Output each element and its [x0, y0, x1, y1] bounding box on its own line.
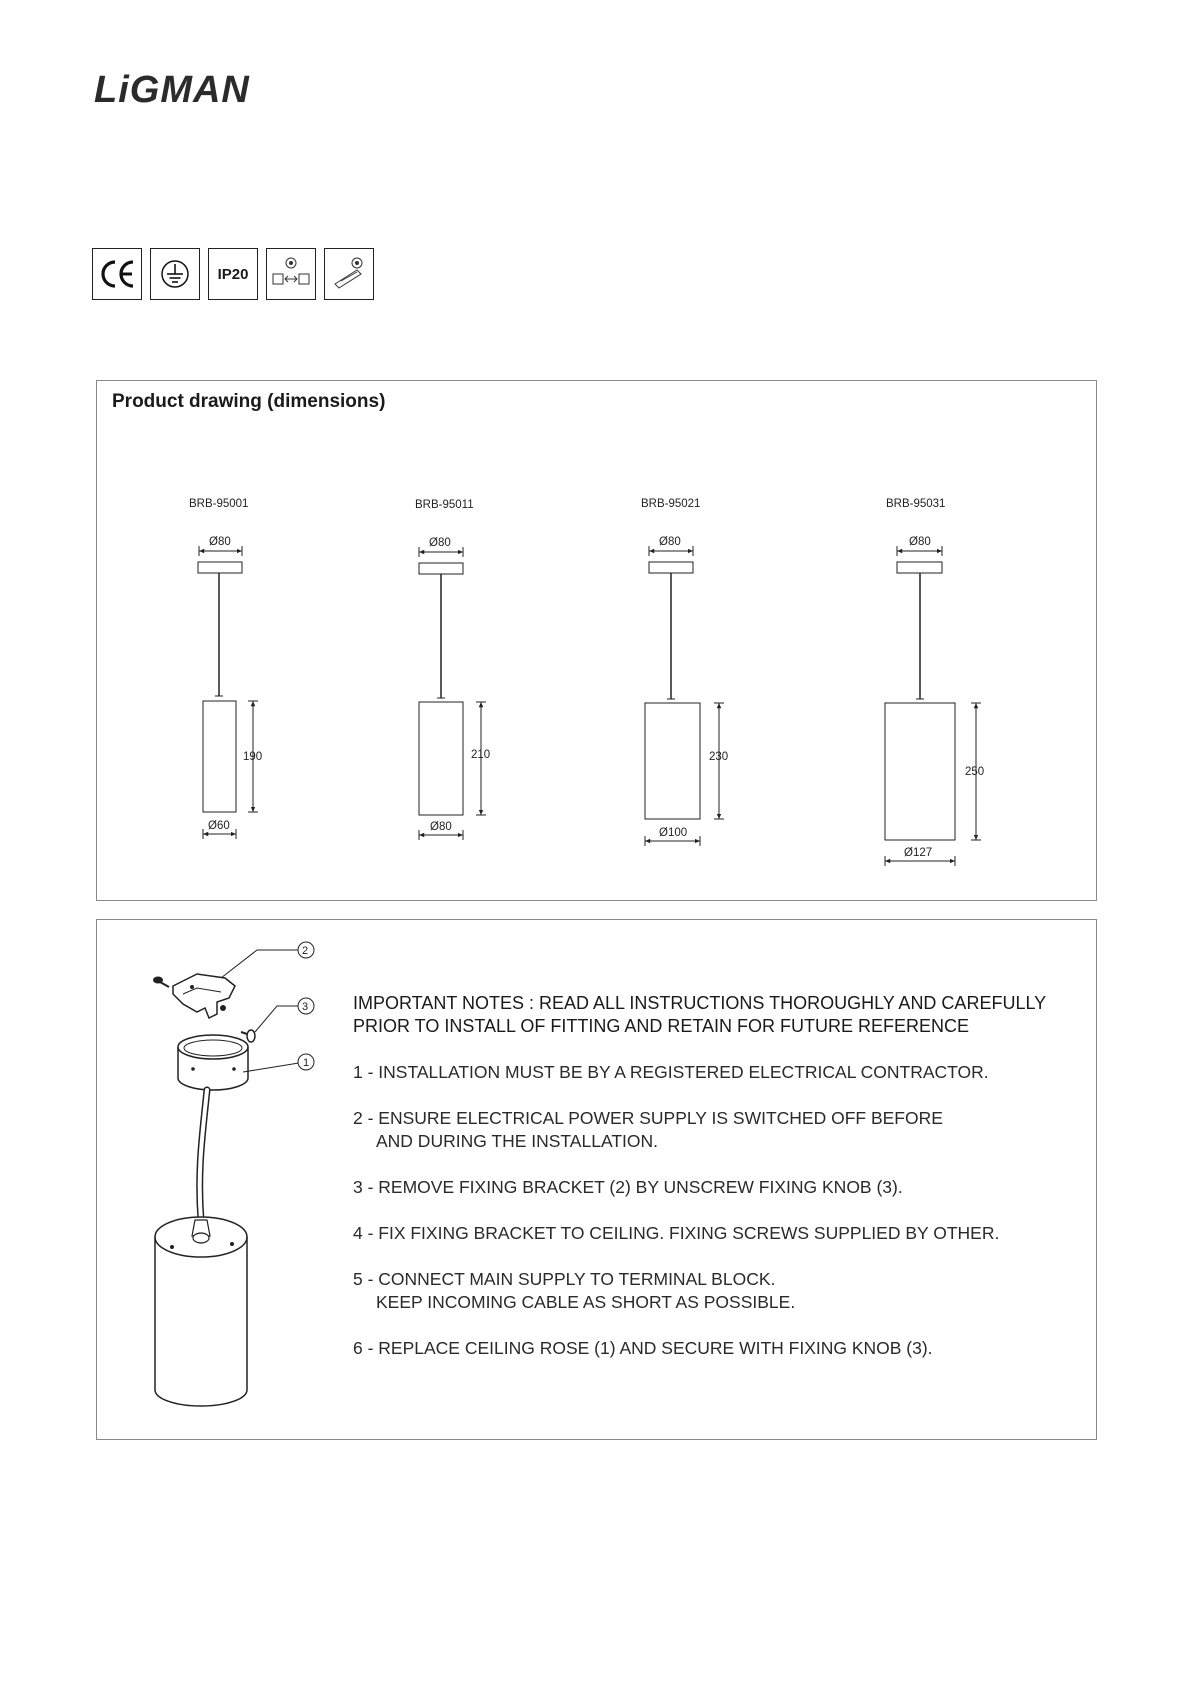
- installation-notes-text: [353, 992, 1073, 1383]
- height-dimension: 190: [243, 751, 263, 763]
- ceiling-canopy: [897, 562, 942, 573]
- callout-3: 3: [302, 1001, 309, 1013]
- note-line-continued: AND DURING THE INSTALLATION.: [376, 1131, 658, 1151]
- luminaire-body: [203, 701, 236, 812]
- heading-line-2: PRIOR TO INSTALL OF FITTING AND RETAIN FOR FUTURE REFERENCE: [353, 1016, 970, 1036]
- body-diameter-dimension: Ø80: [430, 821, 452, 833]
- ceiling-canopy: [419, 563, 463, 574]
- note-item-2: [353, 1107, 1073, 1153]
- ip-rating-badge: [208, 248, 258, 300]
- heading-line-1: IMPORTANT NOTES : READ ALL INSTRUCTIONS THOROUGHLY AND CAREFULLY: [353, 993, 1047, 1013]
- callout-1: 1: [303, 1057, 310, 1069]
- ce-mark-icon: [92, 248, 142, 300]
- model-code: BRB-95001: [189, 498, 249, 510]
- logo-text: LiGMAN: [94, 69, 250, 108]
- ceiling-rose-drawing: [178, 1035, 248, 1090]
- note-item-4: [353, 1222, 1073, 1245]
- body-diameter-dimension: Ø100: [659, 827, 688, 839]
- exploded-assembly-illustration: [97, 920, 337, 1441]
- body-diameter-dimension: Ø127: [904, 847, 933, 859]
- product-drawing-title: Product drawing (dimensions): [112, 391, 386, 412]
- certification-icons: [92, 248, 374, 302]
- important-notes-heading: [353, 992, 1073, 1038]
- screw-icon: [153, 977, 169, 988]
- driver-included-icon: [324, 248, 374, 300]
- luminaire-body: [645, 703, 700, 819]
- luminaire-body: [419, 702, 463, 815]
- note-item-1: [353, 1061, 1073, 1084]
- fixing-bracket-drawing: [173, 974, 235, 1018]
- note-line: 6 - REPLACE CEILING ROSE (1) AND SECURE WITH FIXING KNOB (3).: [353, 1338, 933, 1358]
- canopy-dimension: Ø80: [659, 536, 681, 548]
- note-item-3: [353, 1176, 1073, 1199]
- model-brb-95011: [415, 499, 490, 840]
- height-dimension: 250: [965, 766, 985, 778]
- product-drawing-panel: [96, 380, 1097, 901]
- model-code: BRB-95031: [886, 498, 946, 510]
- earth-ground-icon: [150, 248, 200, 300]
- ceiling-canopy: [198, 562, 242, 573]
- canopy-dimension: Ø80: [209, 536, 231, 548]
- installation-notes-panel: [96, 919, 1097, 1440]
- note-line: 3 - REMOVE FIXING BRACKET (2) BY UNSCREW FIXING KNOB (3).: [353, 1177, 903, 1197]
- note-line: 5 - CONNECT MAIN SUPPLY TO TERMINAL BLOCK.: [353, 1269, 776, 1289]
- ligman-logo: [92, 68, 312, 108]
- note-item-5: [353, 1268, 1073, 1314]
- model-brb-95031: [885, 498, 984, 866]
- model-brb-95001: [189, 498, 262, 839]
- callout-2: 2: [302, 945, 309, 957]
- luminaire-drawing: [155, 1217, 247, 1406]
- ceiling-canopy: [649, 562, 693, 573]
- model-code: BRB-95011: [415, 499, 474, 511]
- luminaire-body: [885, 703, 955, 840]
- height-dimension: 210: [471, 749, 491, 761]
- note-line: 4 - FIX FIXING BRACKET TO CEILING. FIXING SCREWS SUPPLIED BY OTHER.: [353, 1223, 1000, 1243]
- note-line-continued: KEEP INCOMING CABLE AS SHORT AS POSSIBLE.: [376, 1292, 796, 1312]
- note-line: 2 - ENSURE ELECTRICAL POWER SUPPLY IS SWITCHED OFF BEFORE: [353, 1108, 943, 1128]
- note-line: 1 - INSTALLATION MUST BE BY A REGISTERED ELECTRICAL CONTRACTOR.: [353, 1062, 989, 1082]
- model-brb-95021: [641, 498, 728, 846]
- canopy-dimension: Ø80: [429, 537, 451, 549]
- surface-mount-icon: [266, 248, 316, 300]
- height-dimension: 230: [709, 751, 729, 763]
- canopy-dimension: Ø80: [909, 536, 931, 548]
- note-item-6: [353, 1337, 1073, 1360]
- ip-rating-label: IP20: [217, 265, 249, 283]
- model-code: BRB-95021: [641, 498, 701, 510]
- dimension-drawings: [97, 381, 1098, 902]
- body-diameter-dimension: Ø60: [208, 820, 230, 832]
